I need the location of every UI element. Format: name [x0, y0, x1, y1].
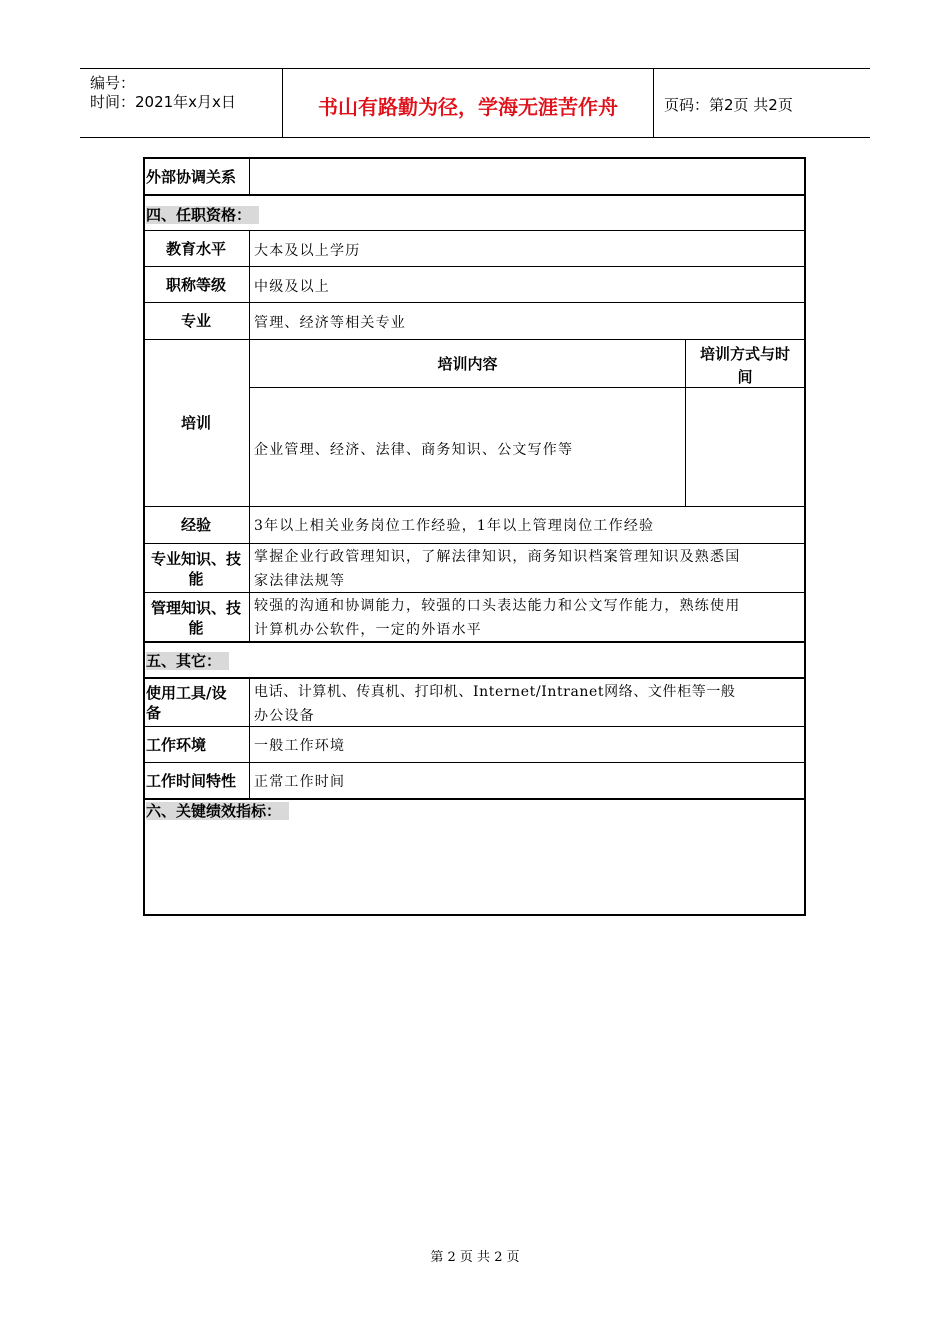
tools-value-line2: 办公设备 [254, 708, 315, 724]
row-divider [143, 543, 806, 544]
education-label: 教育水平 [165, 239, 226, 258]
row-divider [143, 194, 806, 196]
doc-code-label: 编号： [90, 74, 136, 92]
header-page-number: 页码：第2页 共2页 [664, 96, 793, 114]
environment-label: 工作环境 [146, 735, 207, 754]
column-divider [249, 230, 250, 642]
training-method-header-line2: 间 [737, 368, 753, 386]
table-border-bottom [143, 914, 806, 916]
tools-label-line1: 使用工具/设 [146, 684, 227, 702]
education-value: 大本及以上学历 [254, 243, 361, 259]
row-divider [143, 798, 806, 800]
training-label: 培训 [180, 414, 211, 432]
section-5-heading: 五、其它： [146, 651, 229, 671]
major-label: 专业 [180, 312, 211, 330]
tools-label-line2: 备 [146, 704, 162, 722]
pro-skill-value-line2: 家法律法规等 [254, 573, 346, 589]
external-coordination-label: 外部协调关系 [146, 167, 237, 186]
work-time-value: 正常工作时间 [254, 774, 346, 790]
header-left-cell [80, 69, 283, 137]
pro-skill-label-line1: 专业知识、技 [150, 550, 241, 568]
major-value: 管理、经济等相关专业 [254, 315, 406, 331]
title-level-value: 中级及以上 [254, 279, 330, 295]
header-center-cell [283, 69, 654, 137]
pro-skill-label-line2: 能 [188, 570, 204, 588]
experience-label: 经验 [180, 516, 211, 534]
header-motto: 书山有路勤为径，学海无涯苦作舟 [318, 95, 618, 119]
section-6-heading: 六、关键绩效指标： [146, 801, 289, 821]
mgmt-skill-value-line1: 较强的沟通和协调能力，较强的口头表达能力和公文写作能力，熟练使用 [254, 598, 741, 614]
table-border-right [804, 157, 806, 916]
page-header [80, 68, 870, 138]
mgmt-skill-label-line1: 管理知识、技 [150, 599, 241, 617]
tools-value-line1: 电话、计算机、传真机、打印机、Internet/Intranet网络、文件柜等一般 [254, 684, 736, 700]
header-right-cell [654, 69, 870, 137]
page-footer: 第 2 页 共 2 页 [430, 1250, 520, 1265]
job-spec-table [143, 157, 806, 916]
mgmt-skill-value-line2: 计算机办公软件，一定的外语水平 [254, 622, 482, 638]
title-level-label: 职称等级 [165, 275, 226, 294]
training-content-header: 培训内容 [437, 354, 498, 373]
experience-value: 3年以上相关业务岗位工作经验，1年以上管理岗位工作经验 [254, 518, 655, 534]
training-content-value: 企业管理、经济、法律、商务知识、公文写作等 [254, 442, 574, 458]
doc-time-label: 时间：2021年x月x日 [90, 93, 236, 111]
section-4-heading: 四、任职资格： [146, 205, 259, 225]
training-method-header-line1: 培训方式与时 [699, 345, 790, 363]
pro-skill-value-line1: 掌握企业行政管理知识，了解法律知识，商务知识档案管理知识及熟悉国 [254, 549, 741, 565]
column-divider [685, 339, 686, 507]
row-divider [143, 677, 806, 679]
mgmt-skill-label-line2: 能 [188, 619, 204, 637]
row-divider [249, 387, 806, 388]
work-time-label: 工作时间特性 [146, 771, 237, 790]
environment-value: 一般工作环境 [254, 738, 346, 754]
